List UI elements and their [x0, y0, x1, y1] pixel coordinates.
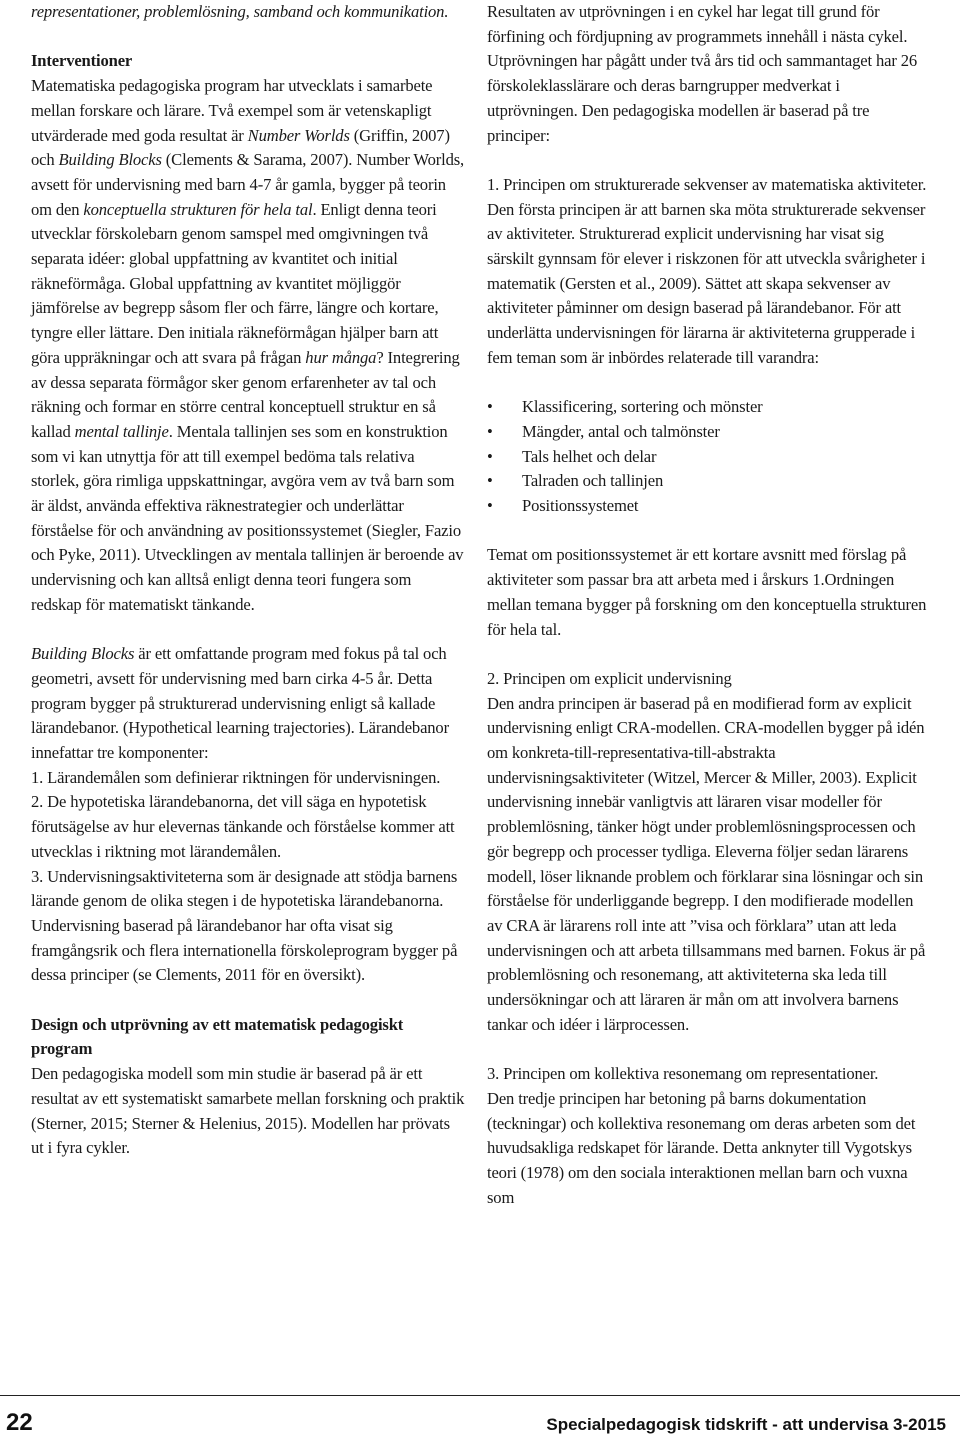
journal-title: Specialpedagogisk tidskrift - att undervisa 3-2015 [546, 1415, 946, 1434]
paragraph-building-blocks: Building Blocks är ett omfattande program med fokus på tal och geometri, avsett för undervisning med barn cirka 4-5 år. Detta program bygger på strukturerad undervisning enligt så kallade lärandebanor. (Hypothetical learning trajectories). Lärandebanor innefattar tre komponenter: [31, 644, 449, 763]
paragraph-programs: Matematiska pedagogiska program har utvecklats i samarbete mellan forskare och lärare. Två exempel som är vetenskapligt utvärderade med goda resultat är Number Worlds (Griffin, 2007) och Building Blocks (Clements & Sarama, 2007). Number Worlds, avsett för undervisning med barn 4-7 år gamla, bygger på teorin om den konceptuella strukturen för hela tal. Enligt denna teori utvecklar förskolebarn genom samspel med omgivningen två separata idéer: global uppfattning av kvantitet och initial räkneförmåga. Global uppfattning av kvantitet möjliggör jämförelse av begrepp såsom fler och färre, längre och kortare, tyngre eller lättare. Den initiala räkneförmågan hjälper barn att göra uppräkningar och att svara på frågan hur många? Integrering av dessa separata förmågor sker genom erfarenheter av tal och räkning och formar en större central konceptuell struktur en så kallad mental tallinje. Mentala tallinjen ses som en konstruktion som vi kan utnyttja för att till exempel bedöma tals relativa storlek, göra rimliga uppskattningar, avgöra vem av två barn som är äldst, använda effektiva räknestrategier och underlättar förståelse för och användning av positionssystemet (Siegler, Fazio och Pyke, 2011). Utvecklingen av mentala tallinjen är beroende av undervisning och kan alltså enligt denna teori fungera som redskap för matematiskt tänkande. [31, 76, 465, 614]
heading-interventioner: Interventioner [31, 51, 133, 71]
theme-list [487, 395, 927, 519]
heading-design: Design och utprövning av ett matematisk pedagogiskt program [31, 1014, 404, 1059]
section-body-2: Den andra principen är baserad på en modifierad form av explicit undervisning enligt CRA-modellen. CRA-modellen bygger på idén om konkreta-till-representativa-till-abstrakta undervisningsaktiviteter (Witzel, Mercer & Miller, 2003). Explicit undervisning innebär vanligtvis att läraren visar modeller för problemlösning, tänker högt under problemlösningsprocessen och gör begrepp och processer tydliga. Eleverna följer sedan lärarens modell, löser liknande problem och förklarar sina lösningar och sin förståelse för underliggande begrepp. I den modifierade modellen av CRA är lärarens roll inte att ”visa och förklara” utan att leda undervisningen och att arbeta tillsammans med barnen. Fokus är på problemlösning och resonemang, att aktiviteterna ska leda till undersökningar och att läraren är mån om att involvera barnens tankar och idéer i lärprocessen. [487, 693, 926, 1034]
section-title-1: 1. Principen om strukturerade sekvenser av matematiska aktiviteter. [487, 174, 927, 194]
list-item: • Mängder, antal och talmönster [487, 420, 927, 445]
section-title-2: 2. Principen om explicit undervisning [487, 668, 732, 688]
bullet-icon: • [487, 421, 493, 441]
bullet-icon: • [487, 446, 493, 466]
list-item: 3. Undervisningsaktiviteterna som är designade att stödja barnens lärande genom de olika stegen i de hypotetiska lärandebanorna. Undervisning baserad på lärandebanor har ofta visat sig framgångsrik och flera internationella förskoleprogram bygger på dessa principer (se Clements, 2011 för en översikt). [31, 866, 458, 985]
list-item: • Klassificering, sortering och mönster [487, 395, 927, 420]
list-item: 1. Lärandemålen som definierar riktningen för undervisningen. [31, 767, 441, 787]
paragraph-positionssystem: Temat om positionssystemet är ett kortare avsnitt med förslag på aktiviteter som passar bra att arbeta med i årskurs 1.Ordningen mellan temana bygger på forskning om den konceptuella strukturen för hela tal. [487, 545, 927, 639]
bullet-icon: • [487, 397, 493, 417]
list-item: 2. De hypotetiska lärandebanorna, det vill säga en hypotetisk förutsägelse av hur elevernas tänkande och förståelse kommer att utvecklas i riktning mot lärandemålen. [31, 792, 455, 861]
left-column [31, 0, 465, 1161]
section-body-3: Den tredje principen har betoning på barns dokumentation (teckningar) och kollektiva resonemang om deras arbeten som det huvudsakliga redskapet för lärande. Detta anknyter till Vygotskys teori (1978) om den sociala interaktionen mellan barn och vuxna som [487, 1088, 916, 1207]
section-body-1: Den första principen är att barnen ska möta strukturerade sekvenser av aktiviteter. Strukturerad explicit undervisning har visat sig särskilt gynnsam för elever i riskzonen för att utveckla svårigheter i matematik (Gersten et al., 2009). Sättet att skapa sekvenser av aktiviteter påminner om design baserad på lärandebanor. För att underlätta undervisningen för lärarna är aktiviteterna grupperade i fem teman som är inbördes relaterade till varandra: [487, 199, 926, 367]
list-item: • Positionssystemet [487, 494, 927, 519]
page-number: 22 [6, 1409, 33, 1436]
right-column [487, 0, 927, 1210]
paragraph-design: Den pedagogiska modell som min studie är baserad på är ett resultat av ett systematiskt samarbete mellan forskning och praktik (Sterner, 2015; Sterner & Helenius, 2015). Modellen har prövats ut i fyra cykler. [31, 1064, 465, 1158]
bullet-icon: • [487, 471, 493, 491]
footer-rule [0, 1395, 960, 1396]
paragraph-intro-end: representationer, problemlösning, samband och kommunikation. [31, 2, 449, 21]
list-item: • Tals helhet och delar [487, 445, 927, 470]
section-title-3: 3. Principen om kollektiva resonemang om representationer. [487, 1064, 879, 1084]
bullet-icon: • [487, 496, 493, 516]
list-item: • Talraden och tallinjen [487, 469, 927, 494]
paragraph-results: Resultaten av utprövningen i en cykel har legat till grund för förfining och fördjupning av programmets innehåll i nästa cykel. Utprövningen har pågått under två års tid och sammantaget har 26 förskoleklasslärare och deras barngrupper medverkat i utprövningen. Den pedagogiska modellen är baserad på tre principer: [487, 2, 917, 145]
